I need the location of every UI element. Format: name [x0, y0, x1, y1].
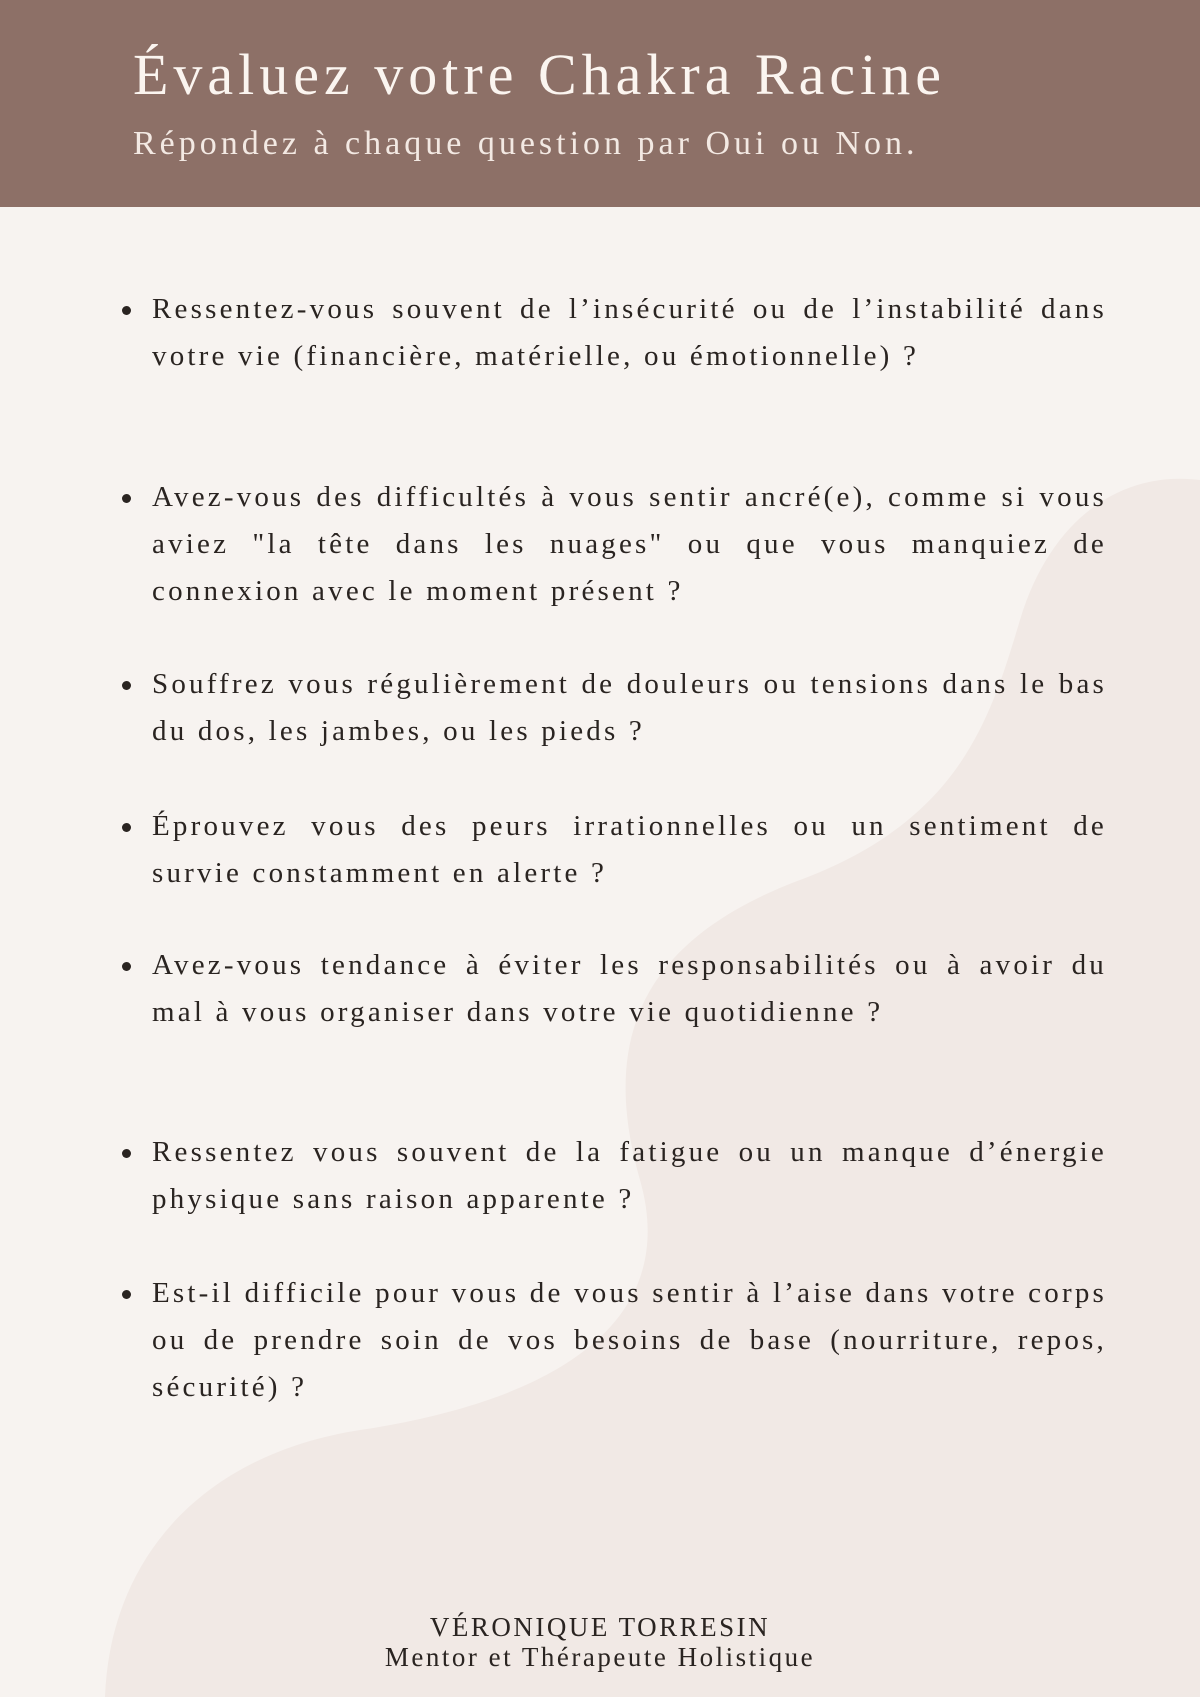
question-item: Éprouvez vous des peurs irrationnelles ou un sentiment de survie constamment en alerte ? [152, 803, 1107, 897]
question-item: Avez-vous tendance à éviter les responsabilités ou à avoir du mal à vous organiser dans votre vie quotidienne ? [152, 942, 1107, 1036]
author-role: Mentor et Thérapeute Holistique [384, 1642, 816, 1672]
page-header [0, 0, 1200, 207]
question-item: Avez-vous des difficultés à vous sentir ancré(e), comme si vous aviez "la tête dans les nuages" ou que vous manquiez de connexion avec le moment présent ? [152, 474, 1107, 615]
page-title: Évaluez votre Chakra Racine [133, 42, 946, 107]
author-footer [0, 1612, 1200, 1672]
author-name: VÉRONIQUE TORRESIN [429, 1612, 771, 1642]
question-item: Est-il difficile pour vous de vous sentir à l’aise dans votre corps ou de prendre soin de vos besoins de base (nourriture, repos, sécurité) ? [152, 1270, 1107, 1411]
page-subtitle: Répondez à chaque question par Oui ou Non. [133, 125, 919, 162]
question-item: Souffrez vous régulièrement de douleurs ou tensions dans le bas du dos, les jambes, ou les pieds ? [152, 661, 1107, 755]
question-item: Ressentez-vous souvent de l’insécurité ou de l’instabilité dans votre vie (financière, matérielle, ou émotionnelle) ? [152, 286, 1107, 380]
question-item: Ressentez vous souvent de la fatigue ou un manque d’énergie physique sans raison apparente ? [152, 1129, 1107, 1223]
